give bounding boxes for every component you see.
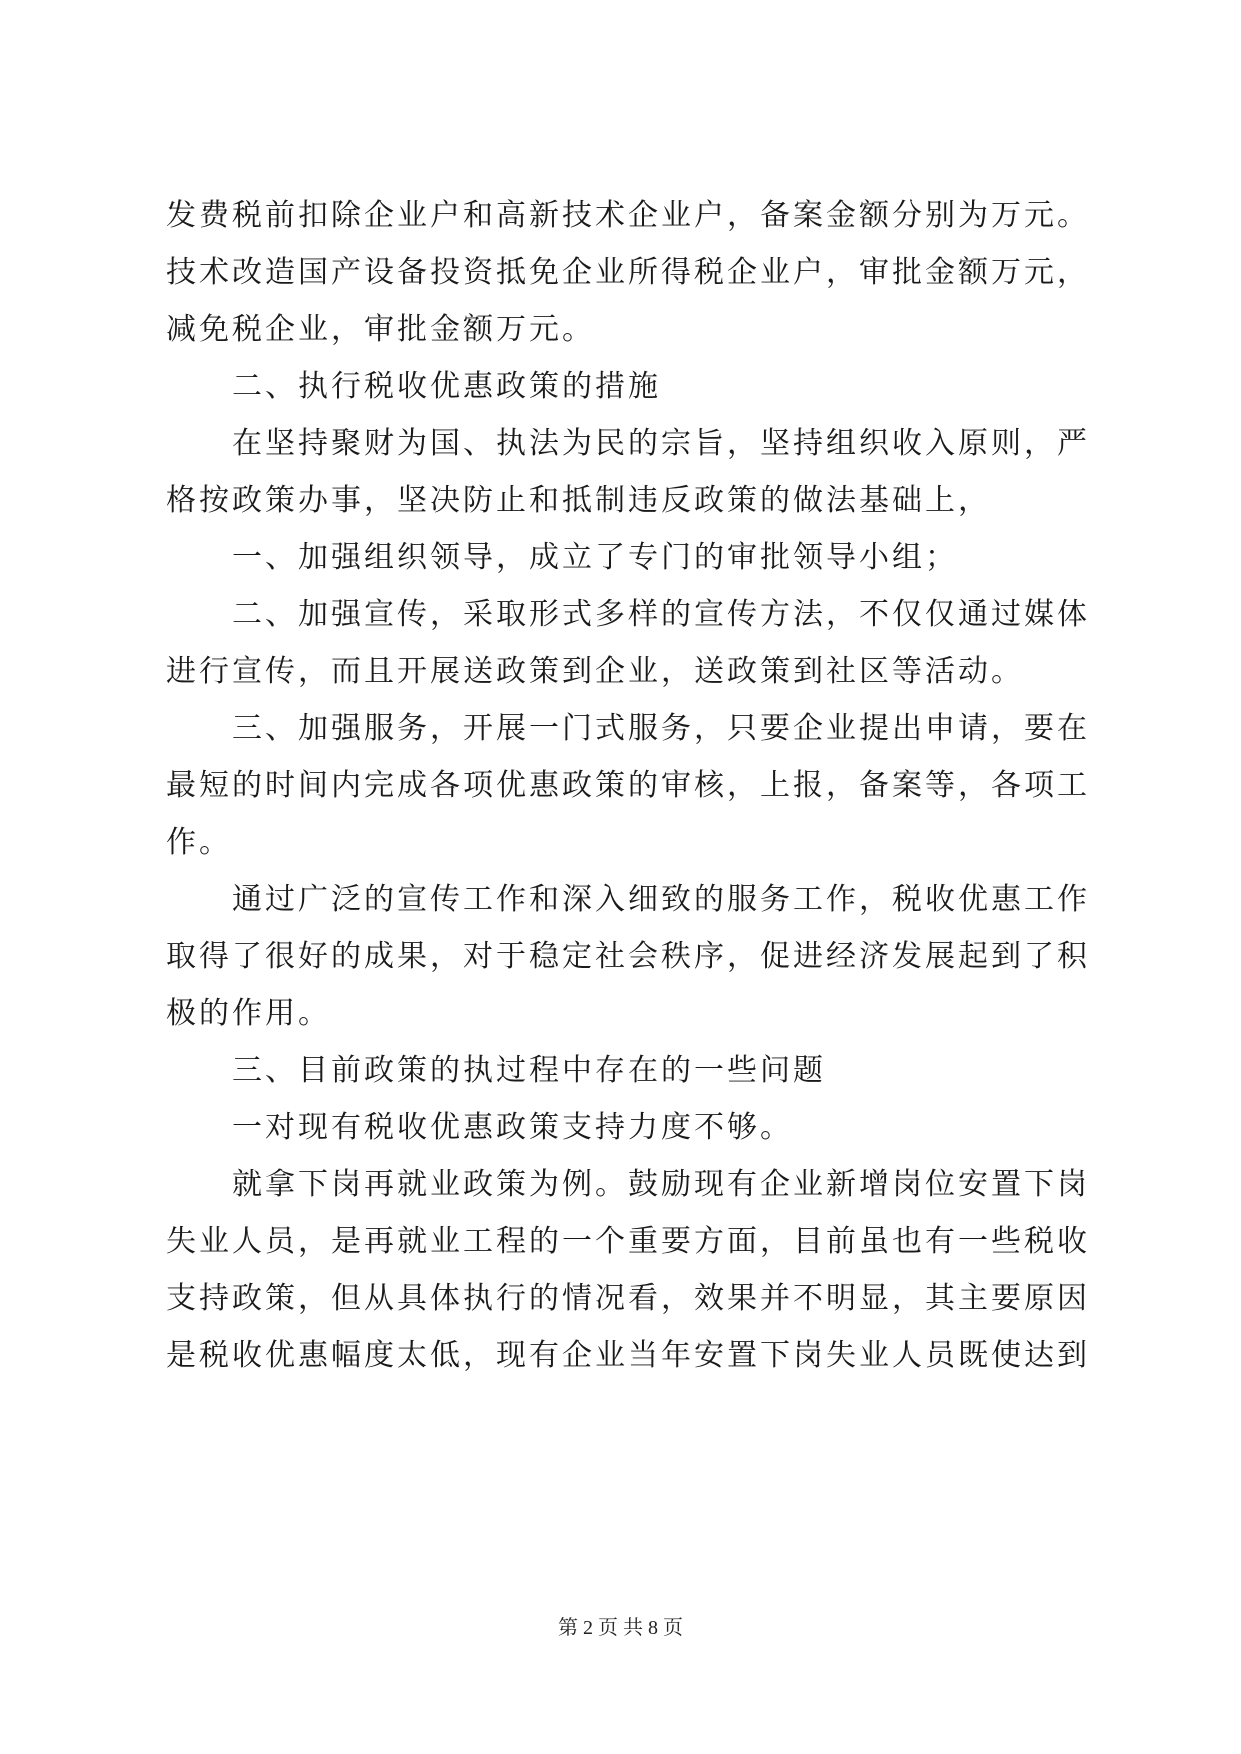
text-line: 取得了很好的成果，对于稳定社会秩序，促进经济发展起到了积 (166, 939, 1090, 974)
text-line: 减免税企业，审批金额万元。 (166, 312, 595, 347)
text-line: 格按政策办事，坚决防止和抵制违反政策的做法基础上， (166, 483, 991, 518)
text-line: 一对现有税收优惠政策支持力度不够。 (232, 1110, 793, 1145)
section-heading: 三、目前政策的执过程中存在的一些问题 (232, 1053, 826, 1088)
text-line: 一、加强组织领导，成立了专门的审批领导小组； (232, 540, 958, 575)
text-line: 失业人员，是再就业工程的一个重要方面，目前虽也有一些税收 (166, 1224, 1090, 1259)
text-line: 通过广泛的宣传工作和深入细致的服务工作，税收优惠工作 (232, 882, 1090, 917)
text-line: 技术改造国产设备投资抵免企业所得税企业户，审批金额万元， (166, 255, 1090, 290)
page-footer (0, 1614, 1241, 1642)
section-heading: 二、执行税收优惠政策的措施 (232, 369, 661, 404)
page-number-label: 第 2 页 共 8 页 (558, 1617, 683, 1639)
text-line: 就拿下岗再就业政策为例。鼓励现有企业新增岗位安置下岗 (232, 1167, 1090, 1202)
text-line: 发费税前扣除企业户和高新技术企业户，备案金额分别为万元。 (166, 198, 1090, 233)
text-line: 作。 (166, 825, 232, 860)
text-line: 是税收优惠幅度太低，现有企业当年安置下岗失业人员既使达到 (166, 1338, 1090, 1373)
text-line: 三、加强服务，开展一门式服务，只要企业提出申请，要在 (232, 711, 1090, 746)
text-line: 最短的时间内完成各项优惠政策的审核，上报，备案等，各项工 (166, 768, 1090, 803)
text-line: 在坚持聚财为国、执法为民的宗旨，坚持组织收入原则，严 (232, 426, 1090, 461)
text-line: 二、加强宣传，采取形式多样的宣传方法，不仅仅通过媒体 (232, 597, 1090, 632)
text-line: 极的作用。 (166, 996, 331, 1031)
text-line: 进行宣传，而且开展送政策到企业，送政策到社区等活动。 (166, 654, 1024, 689)
text-line: 支持政策，但从具体执行的情况看，效果并不明显，其主要原因 (166, 1281, 1090, 1316)
